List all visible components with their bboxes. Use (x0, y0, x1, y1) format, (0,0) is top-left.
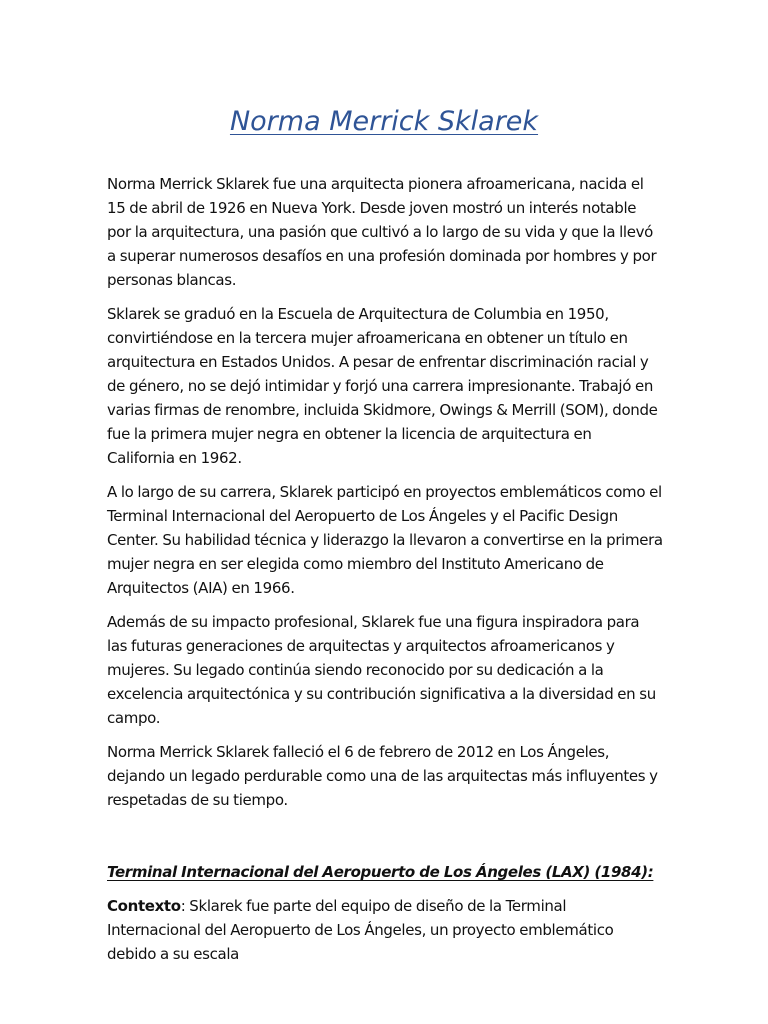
document-body (107, 172, 663, 976)
section-heading-paragraph (107, 860, 663, 884)
paragraph-career: A lo largo de su carrera, Sklarek participó en proyectos emblemáticos como el Terminal Internacional del Aeropuerto de Los Ángeles y el Pacific Design Center. Su habilidad técnica y liderazgo la llevaron a convertirse en la primera mujer negra en ser elegida como miembro del Instituto Americano de Arquitectos (AIA) en 1966. (107, 483, 663, 597)
paragraph-intro: Norma Merrick Sklarek fue una arquitecta pionera afroamericana, nacida el 15 de abril de 1926 en Nueva York. Desde joven mostró un interés notable por la arquitectura, una pasión que cultivó a lo largo de su vida y que la llevó a superar numerosos desafíos en una profesión dominada por hombres y por personas blancas. (107, 175, 657, 289)
context-text: : Sklarek fue parte del equipo de diseño de la Terminal Internacional del Aeropuerto de Los Ángeles, un proyecto emblemático debido a su escala (107, 897, 614, 963)
paragraph-death: Norma Merrick Sklarek falleció el 6 de febrero de 2012 en Los Ángeles, dejando un legado perdurable como una de las arquitectas más influyentes y respetadas de su tiempo. (107, 743, 658, 809)
section-spacer (107, 822, 663, 860)
section-heading: Terminal Internacional del Aeropuerto de Los Ángeles (LAX) (1984): (107, 863, 654, 881)
document-title: Norma Merrick Sklarek (229, 106, 539, 137)
paragraph-education: Sklarek se graduó en la Escuela de Arquitectura de Columbia en 1950, convirtiéndose en la tercera mujer afroamericana en obtener un título en arquitectura en Estados Unidos. A pesar de enfrentar discriminación racial y de género, no se dejó intimidar y forjó una carrera impresionante. Trabajó en varias firmas de renombre, incluida Skidmore, Owings & Merrill (SOM), donde fue la primera mujer negra en obtener la licencia de arquitectura en California en 1962. (107, 305, 658, 467)
paragraph-legacy: Además de su impacto profesional, Sklarek fue una figura inspiradora para las futuras generaciones de arquitectas y arquitectos afroamericanos y mujeres. Su legado continúa siendo reconocido por su dedicación a la excelencia arquitectónica y su contribución significativa a la diversidad en su campo. (107, 613, 656, 727)
context-paragraph (107, 894, 663, 966)
context-label: Contexto (107, 897, 181, 915)
